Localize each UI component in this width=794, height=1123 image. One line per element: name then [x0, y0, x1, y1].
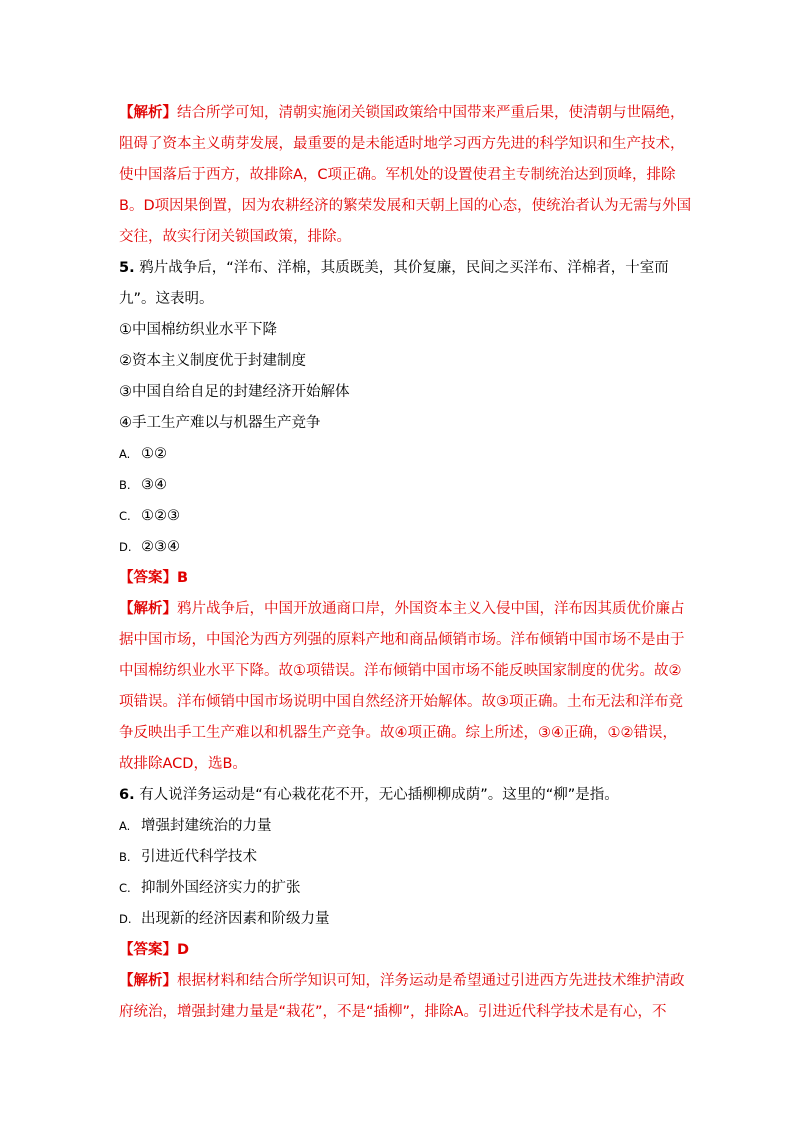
statement-item: ④手工生产难以与机器生产竞争 — [119, 415, 321, 431]
analysis-tag: 【解析】 — [119, 973, 177, 989]
option-a: A. 增强封建统治的力量 — [119, 818, 272, 834]
analysis-line: 项错误。洋布倾销中国市场说明中国自然经济开始解体。故③项正确。土布无法和洋布竞 — [119, 694, 683, 710]
option-b: B. ③④ — [119, 477, 167, 493]
question-stem: 九”。这表明。 — [119, 291, 214, 307]
question-number: 6. — [119, 787, 135, 803]
analysis-line: 【解析】结合所学可知，清朝实施闭关锁国政策给中国带来严重后果，使清朝与世隔绝， — [119, 105, 685, 121]
analysis-line: 【解析】根据材料和结合所学知识可知，洋务运动是希望通过引进西方先进技术维护清政 — [119, 973, 685, 989]
analysis-line: 中国棉纺织业水平下降。故①项错误。洋布倾销中国市场不能反映国家制度的优劣。故② — [119, 663, 682, 679]
option-c: C. 抑制外国经济实力的扩张 — [119, 880, 301, 896]
analysis-line: 故排除ACD，选B。 — [119, 756, 247, 772]
analysis-line: 据中国市场，中国沦为西方列强的原料产地和商品倾销市场。洋布倾销中国市场不是由于 — [119, 632, 685, 648]
analysis-block-q4 — [119, 98, 692, 253]
option-c: C. ①②③ — [119, 508, 180, 524]
analysis-line: 争反映出手工生产难以和机器生产竞争。故④项正确。综上所述，③④正确，①②错误， — [119, 725, 677, 741]
question-stem: 5. 鸦片战争后，“洋布、洋棉，其质既美，其价复廉，民间之买洋布、洋棉者，十室而 — [119, 260, 669, 276]
statement-item: ①中国棉纺织业水平下降 — [119, 322, 277, 338]
question-stem: 6. 有人说洋务运动是“有心栽花花不开，无心插柳柳成荫”。这里的“柳”是指。 — [119, 787, 619, 803]
option-d: D. 出现新的经济因素和阶级力量 — [119, 911, 330, 927]
analysis-line: 交往，故实行闭关锁国政策，排除。 — [119, 229, 351, 245]
document-content — [119, 98, 692, 1028]
analysis-line: 府统治，增强封建力量是“栽花”，不是“插柳”，排除A。引进近代科学技术是有心，不 — [119, 1004, 667, 1020]
answer-value: B — [177, 570, 189, 586]
statement-item: ③中国自给自足的封建经济开始解体 — [119, 384, 350, 400]
question-6 — [119, 780, 685, 1028]
answer-line: 【答案】D — [119, 942, 190, 958]
analysis-tag: 【解析】 — [119, 601, 177, 617]
question-number: 5. — [119, 260, 135, 276]
option-d: D. ②③④ — [119, 539, 180, 555]
analysis-line: 使中国落后于西方，故排除A，C项正确。军机处的设置使君主专制统治达到顶峰，排除 — [119, 167, 676, 183]
statement-item: ②资本主义制度优于封建制度 — [119, 353, 306, 369]
analysis-line: 阻碍了资本主义萌芽发展，最重要的是未能适时地学习西方先进的科学知识和生产技术， — [119, 136, 685, 152]
option-a: A. ①② — [119, 446, 167, 462]
analysis-line: 【解析】鸦片战争后，中国开放通商口岸，外国资本主义入侵中国，洋布因其质优价廉占 — [119, 601, 685, 617]
answer-value: D — [177, 942, 190, 958]
analysis-line: B。D项因果倒置，因为农耕经济的繁荣发展和天朝上国的心态，使统治者认为无需与外国 — [119, 198, 692, 214]
analysis-tag: 【解析】 — [119, 105, 177, 121]
question-5 — [119, 253, 685, 780]
option-b: B. 引进近代科学技术 — [119, 849, 257, 865]
answer-line: 【答案】B — [119, 570, 189, 586]
